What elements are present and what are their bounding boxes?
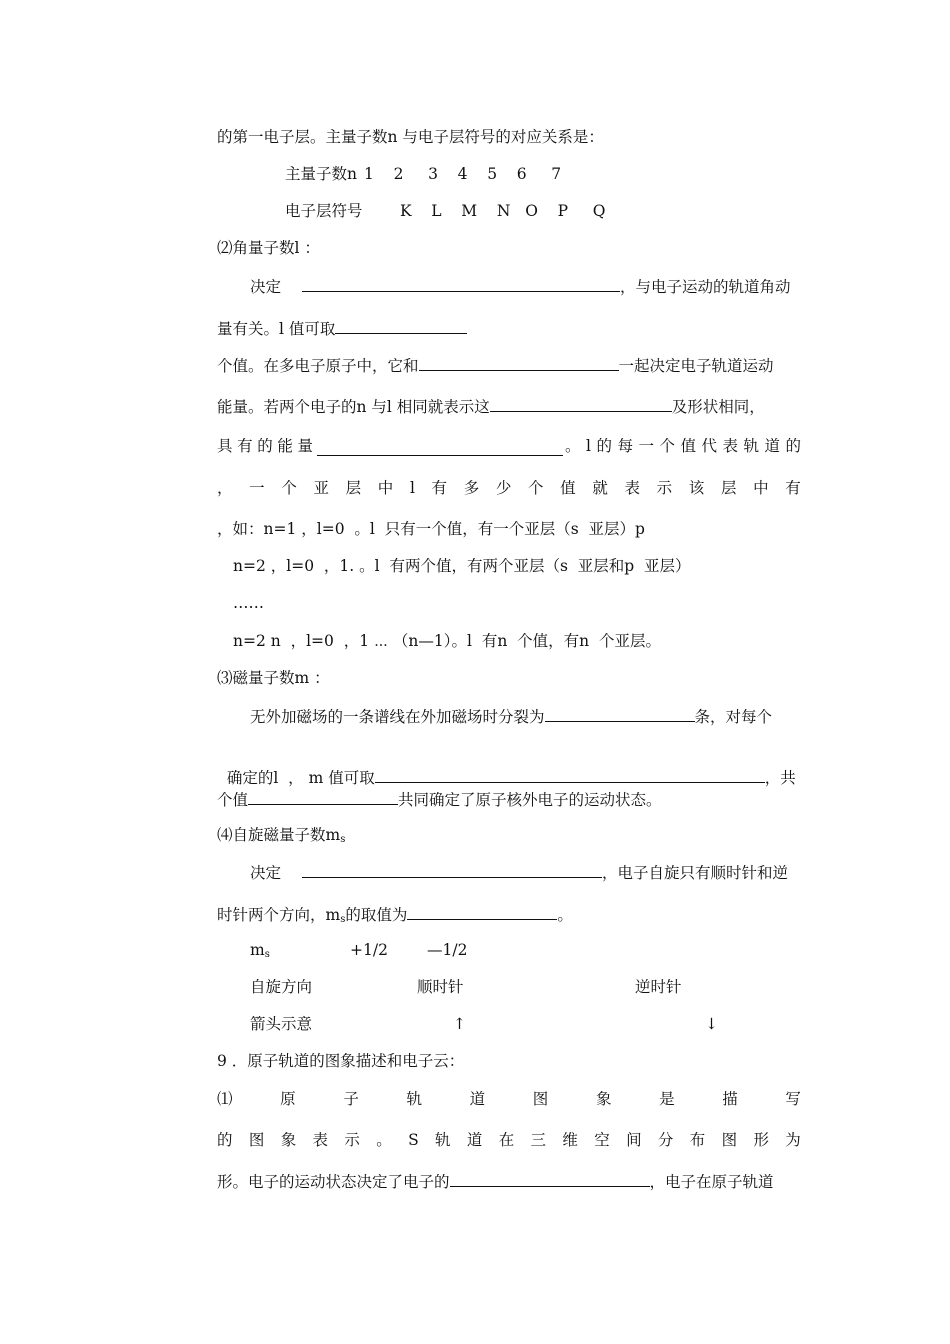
- char: 个: [528, 479, 544, 497]
- text: 决定: [250, 864, 282, 882]
- text: 形。电子的运动状态决定了电子的: [217, 1173, 450, 1191]
- char: 。: [565, 437, 581, 455]
- fill-blank: [375, 766, 765, 783]
- text-line: [217, 903, 573, 930]
- text-line: ，如：n=1 ，l=0 。l 只有一个值，有一个亚层（s 亚层）p: [217, 520, 645, 538]
- char: 代: [701, 437, 717, 455]
- text: 的取值为: [345, 906, 408, 924]
- subscript: s: [264, 949, 270, 960]
- text-line: [250, 861, 788, 883]
- char: 在: [498, 1131, 515, 1149]
- text: 无外加磁场的一条谱线在外加磁场时分裂为: [250, 708, 545, 726]
- fill-blank: [490, 395, 672, 412]
- table-n-values: 1 2 3 4 5 6 7: [364, 165, 562, 183]
- text: 确定的l ， m 值可取: [226, 769, 375, 787]
- char: 一: [638, 437, 654, 455]
- char: 轨: [743, 437, 759, 455]
- char: 分: [657, 1131, 674, 1149]
- fill-blank: [248, 788, 398, 805]
- char: 量: [297, 437, 313, 455]
- char: 具: [217, 437, 233, 455]
- char: 图: [721, 1131, 738, 1149]
- char: 示: [344, 1131, 360, 1149]
- subscript: s: [340, 914, 346, 925]
- text: 时针两个方向，m: [217, 906, 341, 924]
- char: 是: [659, 1090, 675, 1108]
- spin-arrow-label: 箭头示意: [250, 1015, 313, 1033]
- char: 能: [277, 437, 293, 455]
- text-line: [217, 478, 801, 498]
- section-heading: ⑶磁量子数m ：: [217, 669, 330, 687]
- text: 一起决定电子轨道运动: [618, 357, 774, 375]
- char: 少: [495, 479, 512, 497]
- char: 中: [377, 479, 394, 497]
- char: 多: [463, 479, 480, 497]
- text-line: [217, 746, 796, 788]
- section-heading: 9 ．原子轨道的图象描述和电子云：: [217, 1052, 465, 1070]
- text: 决定: [250, 278, 282, 296]
- text: ，电子自旋只有顺时针和逆: [601, 864, 788, 882]
- justified-words: [217, 436, 313, 456]
- text: 能量。若两个电子的n 与l 相同就表示这: [217, 398, 490, 416]
- char: ，: [217, 479, 233, 497]
- char: 子: [343, 1090, 359, 1108]
- char: 象: [595, 1090, 612, 1108]
- text: ，电子在原子轨道: [649, 1173, 774, 1191]
- char: 有: [785, 479, 801, 497]
- char: 表: [312, 1131, 329, 1149]
- text-line: [250, 275, 790, 297]
- char: 有: [431, 479, 448, 497]
- text: m: [250, 941, 265, 959]
- fill-blank: [302, 861, 602, 878]
- fill-blank: [450, 1170, 650, 1187]
- fill-blank: [545, 705, 695, 722]
- char: 三: [530, 1131, 547, 1149]
- ellipsis: ……: [233, 594, 264, 612]
- text-line: [217, 1130, 801, 1150]
- char: 道: [469, 1090, 486, 1108]
- text-line: [217, 317, 467, 339]
- text: 。: [557, 906, 573, 924]
- char: 图: [532, 1090, 549, 1108]
- table-shell-label: 电子层符号: [285, 202, 363, 220]
- fill-blank: [419, 354, 619, 371]
- char: 示: [656, 479, 673, 497]
- char: 原: [280, 1090, 296, 1108]
- char: 的: [596, 437, 612, 455]
- char: 表: [624, 479, 640, 497]
- text-line: [217, 1170, 774, 1192]
- text-line: [217, 1089, 801, 1109]
- char: 维: [562, 1131, 578, 1149]
- section-heading: ⑵角量子数l ：: [217, 239, 320, 257]
- char: 图: [248, 1131, 265, 1149]
- char: 为: [785, 1131, 801, 1149]
- text-line: [217, 436, 801, 456]
- char: 形: [753, 1131, 769, 1149]
- text-line: n=2 n ，l=0 ，1 ⋯ （n—1）。l 有n 个值，有n 个亚层。: [233, 632, 662, 650]
- text-line: [217, 354, 774, 376]
- char: 空: [594, 1131, 610, 1149]
- char: 象: [280, 1131, 297, 1149]
- char: 的: [257, 437, 273, 455]
- text: 个值: [217, 791, 249, 809]
- spin-counterclockwise: 逆时针: [635, 978, 682, 996]
- spin-plus-value: +1/2: [350, 941, 388, 959]
- char: S: [408, 1131, 419, 1149]
- char: l: [409, 479, 415, 497]
- char: 布: [689, 1131, 706, 1149]
- spin-minus-value: —1/2: [427, 941, 468, 959]
- text-line: n=2 ，l=0 ，1. 。l 有两个值，有两个亚层（s 亚层和p 亚层）: [233, 557, 691, 575]
- text: 量有关。l 值可取: [217, 320, 336, 338]
- char: 道: [764, 437, 780, 455]
- subscript: s: [340, 834, 346, 845]
- text: 及形状相同，: [671, 398, 765, 416]
- text: 个值。在多电子原子中，它和: [217, 357, 419, 375]
- char: 值: [560, 479, 576, 497]
- char: 写: [785, 1090, 801, 1108]
- char: 就: [592, 479, 608, 497]
- char: 一: [249, 479, 265, 497]
- table-shell-values: K L M N O P Q: [400, 202, 606, 220]
- text: 共同确定了原子核外电子的运动状态。: [398, 791, 662, 809]
- char: 层: [345, 479, 362, 497]
- char: 道: [466, 1131, 483, 1149]
- char: 值: [680, 437, 696, 455]
- char: l: [586, 437, 591, 455]
- char: 亚: [313, 479, 329, 497]
- char: 有: [237, 437, 253, 455]
- char: 个: [659, 437, 675, 455]
- text-line: [217, 788, 662, 810]
- char: 表: [722, 437, 738, 455]
- char: 的: [217, 1131, 233, 1149]
- fill-blank: [407, 903, 557, 920]
- justified-words: [565, 436, 801, 456]
- char: ⑴: [217, 1090, 233, 1108]
- char: 中: [753, 479, 769, 497]
- text-line: 的第一电子层。主量子数n 与电子层符号的对应关系是：: [217, 128, 604, 146]
- text-line: [250, 705, 772, 727]
- arrow-up-icon: ↑: [453, 1015, 466, 1033]
- spin-ms-label: [250, 940, 270, 965]
- spin-clockwise: 顺时针: [417, 978, 464, 996]
- char: 轨: [406, 1090, 422, 1108]
- char: 该: [688, 479, 705, 497]
- fill-blank: [335, 317, 467, 334]
- char: 。: [376, 1131, 392, 1149]
- arrow-down-icon: ↓: [705, 1015, 718, 1033]
- char: 层: [720, 479, 737, 497]
- text: 条，对每个: [694, 708, 773, 726]
- text: ，与电子运动的轨道角动: [619, 278, 791, 296]
- text: ，共: [764, 769, 796, 787]
- char: 轨: [435, 1131, 451, 1149]
- char: 描: [722, 1090, 738, 1108]
- fill-blank: [302, 275, 620, 292]
- table-n-label: 主量子数n: [285, 165, 357, 183]
- text: ⑷自旋磁量子数m: [217, 826, 341, 844]
- text-line: [217, 395, 765, 417]
- char: 的: [785, 437, 801, 455]
- char: 每: [617, 437, 633, 455]
- char: 个: [281, 479, 297, 497]
- fill-blank: [317, 439, 563, 456]
- char: 间: [626, 1131, 642, 1149]
- section-heading: [217, 825, 345, 850]
- spin-direction-label: 自旋方向: [250, 978, 313, 996]
